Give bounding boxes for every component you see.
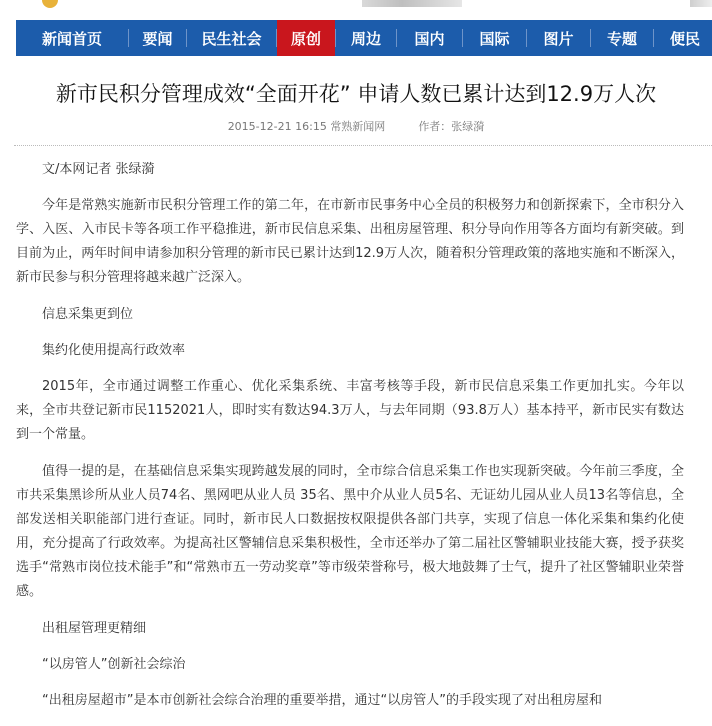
article-title: 新市民积分管理成效“全面开花” 申请人数已累计达到12.9万人次 bbox=[55, 82, 657, 106]
nav-item-domestic[interactable]: 国内 bbox=[414, 29, 445, 48]
article-body bbox=[16, 158, 684, 726]
nav-item-international[interactable]: 国际 bbox=[479, 29, 510, 48]
body-paragraph: “出租房屋超市”是本市创新社会综合治理的重要举措，通过“以房管人”的手段实现了对出租房屋和 bbox=[42, 693, 602, 708]
nav-item-original[interactable]: 原创 bbox=[277, 20, 335, 56]
nav-item-topics[interactable]: 专题 bbox=[606, 29, 637, 48]
nav-item-headlines[interactable]: 要闻 bbox=[142, 29, 173, 48]
site-logo-fragment bbox=[42, 0, 58, 8]
top-banner-strip bbox=[0, 0, 712, 14]
title-divider bbox=[14, 145, 712, 146]
nav-item-nearby[interactable]: 周边 bbox=[350, 29, 381, 48]
section-heading: 信息采集更到位 bbox=[42, 307, 134, 322]
nav-item-home[interactable]: 新闻首页 bbox=[41, 29, 102, 48]
article-author: 作者：张绿漪 bbox=[418, 120, 485, 133]
header-banner-fragment-right bbox=[690, 0, 712, 7]
section-subheading: 集约化使用提高行政效率 bbox=[42, 343, 186, 358]
article-datetime: 2015-12-21 16:15 bbox=[227, 120, 327, 133]
article-meta bbox=[0, 118, 712, 134]
nav-item-services[interactable]: 便民 bbox=[669, 29, 700, 48]
nav-item-society[interactable]: 民生社会 bbox=[201, 29, 262, 48]
byline-paragraph: 文/本网记者 张绿漪 bbox=[42, 162, 155, 177]
body-paragraph: 值得一提的是，在基础信息采集实现跨越发展的同时，全市综合信息采集工作也实现新突破。今年前三季度，全市共采集黑诊所从业人员74名、黑网吧从业人员 35名、黑中介从业人员5名、无证幼儿园从业人员13名等信息，全部发送相关职能部门进行查证。同时，新市民人口数据按权限提供各部门共享，实现了信息一体化采集和集约化使用，充分提高了行政效率。为提高社区警辅信息采集积极性，全市还举办了第二届社区警辅职业技能大赛，授予获奖选手“常熟市岗位技术能手”和“常熟市五一劳动奖章”等市级荣誉称号，极大地鼓舞了士气，提升了社区警辅职业荣誉感。 bbox=[16, 464, 684, 599]
section-subheading: “以房管人”创新社会综治 bbox=[42, 657, 186, 672]
main-navigation bbox=[16, 20, 712, 56]
body-paragraph: 今年是常熟实施新市民积分管理工作的第二年，在市新市民事务中心全员的积极努力和创新探索下，全市积分入学、入医、入市民卡等各项工作平稳推进，新市民信息采集、出租房屋管理、积分导向作用等各方面均有新突破。到目前为止，两年时间申请参加积分管理的新市民已累计达到12.9万人次，随着积分管理政策的落地实施和不断深入，新市民参与积分管理将越来越广泛深入。 bbox=[16, 198, 684, 285]
article-source[interactable]: 常熟新闻网 bbox=[330, 120, 386, 133]
section-heading: 出租屋管理更精细 bbox=[42, 621, 147, 636]
header-banner-fragment bbox=[362, 0, 462, 7]
nav-item-photos[interactable]: 图片 bbox=[543, 29, 574, 48]
body-paragraph: 2015年，全市通过调整工作重心、优化采集系统、丰富考核等手段，新市民信息采集工作更加扎实。今年以来，全市共登记新市民1152021人，即时实有数达94.3万人，与去年同期（93.8万人）基本持平，新市民实有数达到一个常量。 bbox=[16, 379, 684, 442]
